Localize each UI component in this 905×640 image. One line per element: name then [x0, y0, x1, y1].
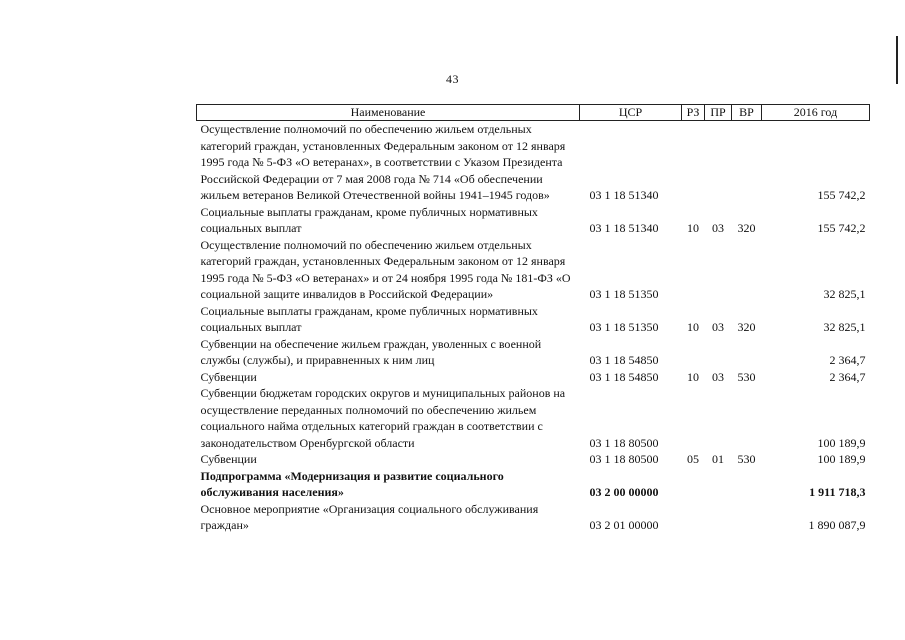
row-pr [705, 501, 732, 534]
row-pr [705, 385, 732, 451]
row-csr: 03 1 18 51350 [589, 287, 659, 301]
row-name: Субвенции бюджетам городских округов и муниципальных районов на осуществление переданных полномочий по обеспечению жильем социального найма отдельных категорий граждан в соответствии с законодательством Оренбургской области [200, 386, 566, 450]
row-vr: 320 [737, 320, 756, 334]
row-amount: 1 890 087,9 [808, 518, 866, 532]
row-vr [732, 237, 762, 303]
row-rz [682, 468, 705, 501]
header-csr: ЦСР [580, 105, 682, 121]
table-row [197, 121, 870, 204]
row-pr: 03 [712, 221, 724, 235]
row-vr: 530 [737, 452, 756, 466]
table-row [197, 385, 870, 451]
row-rz [682, 336, 705, 369]
row-amount: 32 825,1 [823, 287, 866, 301]
row-pr [705, 468, 732, 501]
row-rz: 10 [687, 221, 699, 235]
header-rz: РЗ [682, 105, 705, 121]
table-row [197, 336, 870, 369]
header-vr: ВР [732, 105, 762, 121]
row-rz [682, 237, 705, 303]
row-rz [682, 121, 705, 204]
row-vr [732, 468, 762, 501]
row-pr: 01 [712, 452, 724, 466]
row-vr [732, 501, 762, 534]
row-amount: 2 364,7 [829, 353, 866, 367]
row-vr [732, 385, 762, 451]
row-pr [705, 336, 732, 369]
row-pr: 03 [712, 369, 724, 384]
table-header-row [197, 105, 870, 121]
row-vr: 530 [737, 369, 756, 384]
table-row [197, 303, 870, 336]
table-row [197, 237, 870, 303]
table-row-subprogram [197, 468, 870, 501]
row-csr: 03 1 18 51350 [589, 320, 659, 334]
row-pr [705, 237, 732, 303]
row-name: Подпрограмма «Модернизация и развитие социального обслуживания населения» [200, 468, 504, 499]
table-row [197, 369, 870, 386]
row-name: Основное мероприятие «Организация социального обслуживания граждан» [200, 501, 539, 532]
row-vr [732, 121, 762, 204]
row-csr: 03 1 18 54850 [589, 369, 659, 384]
row-name: Осуществление полномочий по обеспечению жильем отдельных категорий граждан, установленных Федеральным законом от 12 января 1995 года № 5-ФЗ «О ветеранах», в соответствии с Указом Президента Российской Федерации от 7 мая 2008 года № 714 «Об обеспечении жильем ветеранов Великой Отечественной войны 1941–1945 годов» [200, 122, 566, 202]
row-amount: 100 189,9 [817, 435, 866, 450]
row-rz: 10 [687, 320, 699, 334]
row-amount: 100 189,9 [817, 452, 866, 466]
header-name: Наименование [197, 105, 580, 121]
row-csr: 03 1 18 80500 [589, 452, 659, 466]
row-pr: 03 [712, 320, 724, 334]
row-rz [682, 385, 705, 451]
row-amount: 32 825,1 [823, 320, 866, 334]
row-vr: 320 [737, 221, 756, 235]
row-name: Субвенции [200, 452, 257, 466]
row-amount: 155 742,2 [817, 188, 866, 202]
row-csr: 03 2 01 00000 [589, 518, 659, 532]
row-amount: 1 911 718,3 [809, 485, 866, 499]
row-csr: 03 2 00 00000 [589, 485, 659, 499]
row-csr: 03 1 18 80500 [589, 435, 659, 450]
row-amount: 2 364,7 [829, 369, 866, 384]
table-row [197, 501, 870, 534]
row-pr [705, 121, 732, 204]
table-row [197, 204, 870, 237]
scan-edge-mark [896, 36, 898, 84]
header-year: 2016 год [762, 105, 870, 121]
row-rz: 10 [687, 369, 699, 384]
row-name: Субвенции [200, 369, 257, 384]
row-name: Осуществление полномочий по обеспечению жильем отдельных категорий граждан, установленных Федеральным законом от 12 января 1995 года № 5-ФЗ «О ветеранах» и от 24 ноября 1995 года № 181-ФЗ «О социальной защите инвалидов в Российской Федерации» [200, 237, 571, 301]
row-name: Субвенции на обеспечение жильем граждан, уволенных с военной службы (службы), и приравненных к ним лиц [200, 336, 542, 367]
row-name: Социальные выплаты гражданам, кроме публичных нормативных социальных выплат [200, 303, 538, 334]
page-number: 43 [446, 72, 459, 86]
row-vr [732, 336, 762, 369]
row-csr: 03 1 18 54850 [589, 353, 659, 367]
row-csr: 03 1 18 51340 [589, 221, 659, 235]
row-name: Социальные выплаты гражданам, кроме публичных нормативных социальных выплат [200, 204, 538, 235]
row-amount: 155 742,2 [817, 221, 866, 235]
header-pr: ПР [705, 105, 732, 121]
row-csr: 03 1 18 51340 [589, 188, 659, 202]
table-row [197, 451, 870, 468]
budget-table [196, 104, 870, 534]
row-rz: 05 [687, 452, 699, 466]
row-rz [682, 501, 705, 534]
